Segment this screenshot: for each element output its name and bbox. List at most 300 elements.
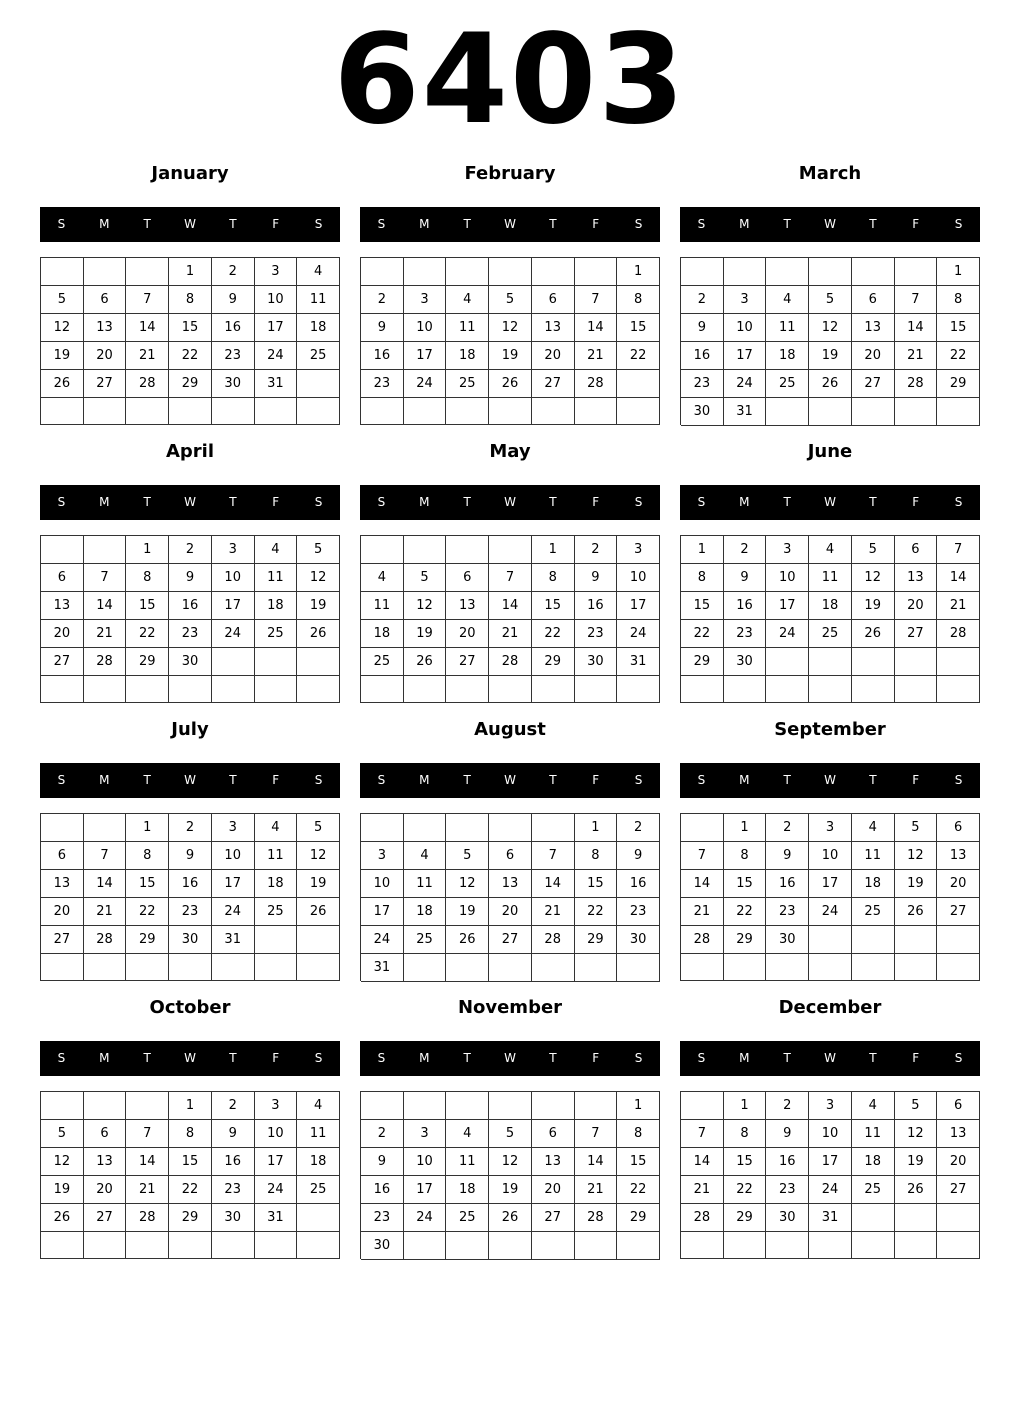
month-name: July xyxy=(171,719,209,740)
weekday-label: T xyxy=(229,1051,237,1065)
weekday-label: F xyxy=(272,495,280,509)
day-cell: 18 xyxy=(766,342,809,370)
day-cell: 17 xyxy=(404,342,447,370)
weekday-label: S xyxy=(377,217,386,231)
day-cell: 8 xyxy=(681,564,724,592)
day-cell xyxy=(724,954,767,981)
day-cell xyxy=(617,398,660,425)
day-cell: 25 xyxy=(852,898,895,926)
weekday-label: T xyxy=(229,773,237,787)
day-cell: 18 xyxy=(255,592,298,620)
day-cell: 6 xyxy=(84,1120,127,1148)
day-cell: 30 xyxy=(766,1204,809,1232)
weekday-label: T xyxy=(549,217,557,231)
day-cell: 19 xyxy=(895,1148,938,1176)
day-cell xyxy=(84,954,127,981)
day-cell: 24 xyxy=(766,620,809,648)
day-cell xyxy=(489,536,532,564)
day-cell: 9 xyxy=(361,1148,404,1176)
day-cell: 9 xyxy=(617,842,660,870)
day-cell: 8 xyxy=(724,842,767,870)
day-grid xyxy=(40,535,340,703)
day-grid xyxy=(680,535,980,703)
day-cell: 1 xyxy=(126,814,169,842)
weekday-header xyxy=(40,485,340,520)
month-name: October xyxy=(149,997,231,1018)
day-cell: 12 xyxy=(852,564,895,592)
day-cell: 4 xyxy=(852,1092,895,1120)
day-cell xyxy=(361,536,404,564)
day-cell: 15 xyxy=(937,314,980,342)
day-cell xyxy=(575,258,618,286)
day-cell: 4 xyxy=(446,286,489,314)
day-cell xyxy=(169,954,212,981)
day-cell: 27 xyxy=(937,898,980,926)
day-cell: 20 xyxy=(41,898,84,926)
day-cell: 31 xyxy=(809,1204,852,1232)
day-cell: 10 xyxy=(212,842,255,870)
day-cell: 21 xyxy=(681,1176,724,1204)
weekday-label: M xyxy=(419,773,430,787)
weekday-label: T xyxy=(869,495,877,509)
day-cell: 6 xyxy=(41,842,84,870)
day-cell: 7 xyxy=(575,286,618,314)
weekday-label: S xyxy=(314,495,323,509)
weekday-label: S xyxy=(634,1051,643,1065)
day-cell: 22 xyxy=(617,342,660,370)
day-cell: 1 xyxy=(575,814,618,842)
day-cell xyxy=(255,926,298,954)
day-cell: 29 xyxy=(126,926,169,954)
day-cell xyxy=(532,1092,575,1120)
day-cell xyxy=(937,676,980,703)
day-cell xyxy=(852,926,895,954)
weekday-label: W xyxy=(504,217,516,231)
day-cell xyxy=(255,648,298,676)
day-grid xyxy=(680,1091,980,1259)
day-cell xyxy=(766,954,809,981)
weekday-label: T xyxy=(143,217,151,231)
weekday-header xyxy=(40,207,340,242)
day-cell xyxy=(575,1092,618,1120)
day-cell: 22 xyxy=(126,898,169,926)
day-cell xyxy=(404,676,447,703)
day-cell: 15 xyxy=(617,314,660,342)
day-cell xyxy=(489,1092,532,1120)
day-cell: 12 xyxy=(489,314,532,342)
weekday-label: T xyxy=(229,495,237,509)
day-cell: 19 xyxy=(41,342,84,370)
day-cell: 5 xyxy=(41,286,84,314)
day-cell: 11 xyxy=(766,314,809,342)
day-cell: 11 xyxy=(852,842,895,870)
month-name: April xyxy=(165,441,215,462)
day-cell: 17 xyxy=(809,870,852,898)
day-cell: 27 xyxy=(84,1204,127,1232)
day-cell: 28 xyxy=(575,370,618,398)
day-cell: 25 xyxy=(297,342,340,370)
day-cell: 19 xyxy=(489,1176,532,1204)
weekday-label: S xyxy=(377,1051,386,1065)
day-cell: 19 xyxy=(852,592,895,620)
day-cell: 4 xyxy=(852,814,895,842)
day-cell: 16 xyxy=(766,870,809,898)
day-cell: 17 xyxy=(766,592,809,620)
day-grid xyxy=(40,813,340,981)
weekday-label: T xyxy=(549,495,557,509)
day-cell: 6 xyxy=(852,286,895,314)
day-cell xyxy=(446,536,489,564)
weekday-label: S xyxy=(57,773,66,787)
day-cell xyxy=(84,1092,127,1120)
day-cell xyxy=(809,926,852,954)
day-cell: 14 xyxy=(489,592,532,620)
day-cell: 4 xyxy=(297,258,340,286)
day-cell: 25 xyxy=(255,898,298,926)
day-cell: 4 xyxy=(255,814,298,842)
day-cell: 19 xyxy=(404,620,447,648)
day-cell: 14 xyxy=(575,314,618,342)
day-cell: 3 xyxy=(255,1092,298,1120)
weekday-header xyxy=(40,763,340,798)
day-cell: 28 xyxy=(681,1204,724,1232)
day-cell: 5 xyxy=(489,1120,532,1148)
day-cell: 17 xyxy=(255,1148,298,1176)
day-cell: 13 xyxy=(937,842,980,870)
day-cell: 22 xyxy=(724,1176,767,1204)
day-cell xyxy=(212,954,255,981)
day-cell: 10 xyxy=(766,564,809,592)
day-cell: 23 xyxy=(361,1204,404,1232)
day-cell: 22 xyxy=(126,620,169,648)
weekday-label: M xyxy=(419,495,430,509)
day-cell xyxy=(84,398,127,425)
day-cell: 8 xyxy=(169,1120,212,1148)
weekday-label: T xyxy=(463,1051,471,1065)
day-cell: 18 xyxy=(446,342,489,370)
day-cell xyxy=(617,676,660,703)
day-cell xyxy=(724,1232,767,1259)
day-cell: 1 xyxy=(169,258,212,286)
month-name: August xyxy=(474,719,546,740)
weekday-label: S xyxy=(954,1051,963,1065)
day-cell xyxy=(617,370,660,398)
weekday-label: W xyxy=(824,773,836,787)
day-cell: 20 xyxy=(41,620,84,648)
weekday-label: S xyxy=(634,217,643,231)
day-cell: 16 xyxy=(169,592,212,620)
day-cell: 9 xyxy=(575,564,618,592)
day-cell: 3 xyxy=(404,286,447,314)
day-cell: 22 xyxy=(169,342,212,370)
day-cell xyxy=(766,676,809,703)
day-cell: 27 xyxy=(895,620,938,648)
day-cell: 24 xyxy=(809,898,852,926)
day-grid xyxy=(680,257,980,425)
day-cell: 12 xyxy=(297,564,340,592)
day-cell: 30 xyxy=(169,926,212,954)
day-cell: 13 xyxy=(446,592,489,620)
day-cell: 16 xyxy=(212,1148,255,1176)
day-cell: 23 xyxy=(169,898,212,926)
day-cell: 25 xyxy=(446,370,489,398)
day-cell: 25 xyxy=(766,370,809,398)
day-cell: 17 xyxy=(724,342,767,370)
day-cell xyxy=(361,814,404,842)
weekday-label: F xyxy=(592,1051,600,1065)
day-cell: 29 xyxy=(169,1204,212,1232)
day-cell xyxy=(489,258,532,286)
day-cell: 7 xyxy=(681,1120,724,1148)
day-cell xyxy=(766,398,809,426)
day-cell: 3 xyxy=(617,536,660,564)
weekday-label: W xyxy=(824,495,836,509)
weekday-label: S xyxy=(697,217,706,231)
day-cell: 30 xyxy=(361,1232,404,1260)
day-cell: 22 xyxy=(169,1176,212,1204)
day-cell: 24 xyxy=(255,342,298,370)
day-cell: 26 xyxy=(404,648,447,676)
weekday-label: S xyxy=(954,217,963,231)
day-cell: 16 xyxy=(361,342,404,370)
day-cell: 23 xyxy=(169,620,212,648)
day-cell: 27 xyxy=(446,648,489,676)
day-cell: 21 xyxy=(532,898,575,926)
day-grid xyxy=(360,813,660,981)
day-cell xyxy=(489,1232,532,1260)
day-cell: 25 xyxy=(404,926,447,954)
day-cell: 16 xyxy=(169,870,212,898)
day-cell: 6 xyxy=(84,286,127,314)
day-cell: 14 xyxy=(681,1148,724,1176)
day-cell: 18 xyxy=(404,898,447,926)
day-cell: 28 xyxy=(937,620,980,648)
day-cell: 15 xyxy=(617,1148,660,1176)
day-cell: 18 xyxy=(297,1148,340,1176)
day-cell: 12 xyxy=(489,1148,532,1176)
weekday-label: S xyxy=(57,217,66,231)
day-cell: 28 xyxy=(489,648,532,676)
day-cell: 1 xyxy=(724,1092,767,1120)
day-cell: 26 xyxy=(895,898,938,926)
weekday-label: M xyxy=(419,1051,430,1065)
day-cell: 23 xyxy=(361,370,404,398)
day-cell: 27 xyxy=(41,926,84,954)
weekday-label: M xyxy=(739,773,750,787)
day-cell xyxy=(937,954,980,981)
day-cell xyxy=(404,814,447,842)
day-cell: 4 xyxy=(404,842,447,870)
day-cell xyxy=(489,954,532,982)
day-cell: 18 xyxy=(809,592,852,620)
day-cell: 16 xyxy=(212,314,255,342)
weekday-label: W xyxy=(184,217,196,231)
day-cell: 17 xyxy=(255,314,298,342)
day-cell xyxy=(404,954,447,982)
day-cell xyxy=(852,954,895,981)
day-cell: 1 xyxy=(617,1092,660,1120)
day-cell: 19 xyxy=(809,342,852,370)
weekday-label: T xyxy=(463,495,471,509)
day-cell: 16 xyxy=(681,342,724,370)
day-cell: 13 xyxy=(895,564,938,592)
day-cell: 7 xyxy=(84,842,127,870)
day-cell: 31 xyxy=(724,398,767,426)
day-cell: 8 xyxy=(126,842,169,870)
day-cell: 8 xyxy=(532,564,575,592)
day-cell: 27 xyxy=(852,370,895,398)
day-cell: 1 xyxy=(126,536,169,564)
day-cell: 10 xyxy=(212,564,255,592)
day-cell: 10 xyxy=(809,842,852,870)
day-cell: 3 xyxy=(361,842,404,870)
weekday-label: F xyxy=(912,495,920,509)
day-cell: 10 xyxy=(404,1148,447,1176)
day-cell: 14 xyxy=(895,314,938,342)
day-cell: 10 xyxy=(361,870,404,898)
day-cell: 24 xyxy=(404,1204,447,1232)
day-cell: 13 xyxy=(937,1120,980,1148)
day-cell xyxy=(297,676,340,703)
year-title: 6403 xyxy=(333,8,687,152)
weekday-label: T xyxy=(869,1051,877,1065)
weekday-header xyxy=(360,763,660,798)
day-cell: 9 xyxy=(212,1120,255,1148)
day-cell xyxy=(212,676,255,703)
day-cell xyxy=(809,676,852,703)
day-cell: 20 xyxy=(532,1176,575,1204)
weekday-label: M xyxy=(99,217,110,231)
weekday-label: T xyxy=(463,217,471,231)
day-cell: 9 xyxy=(169,564,212,592)
weekday-label: S xyxy=(377,773,386,787)
weekday-label: T xyxy=(143,495,151,509)
weekday-label: F xyxy=(592,773,600,787)
day-cell: 8 xyxy=(575,842,618,870)
day-cell: 28 xyxy=(895,370,938,398)
day-cell xyxy=(575,954,618,982)
day-cell: 23 xyxy=(212,1176,255,1204)
day-cell xyxy=(532,676,575,703)
month-name: November xyxy=(457,997,563,1018)
day-cell xyxy=(84,1232,127,1259)
weekday-header xyxy=(360,1041,660,1076)
day-cell: 21 xyxy=(681,898,724,926)
weekday-label: W xyxy=(824,1051,836,1065)
day-cell: 6 xyxy=(489,842,532,870)
day-cell xyxy=(361,1092,404,1120)
day-cell: 6 xyxy=(446,564,489,592)
day-cell: 7 xyxy=(489,564,532,592)
day-cell: 8 xyxy=(617,286,660,314)
weekday-label: T xyxy=(549,773,557,787)
day-cell: 16 xyxy=(617,870,660,898)
day-cell: 15 xyxy=(724,870,767,898)
day-cell: 18 xyxy=(297,314,340,342)
day-cell: 29 xyxy=(575,926,618,954)
day-grid xyxy=(680,813,980,981)
day-cell xyxy=(895,1232,938,1259)
day-cell xyxy=(404,398,447,425)
weekday-label: W xyxy=(504,495,516,509)
day-cell: 7 xyxy=(681,842,724,870)
day-cell xyxy=(895,648,938,676)
weekday-label: T xyxy=(463,773,471,787)
day-cell xyxy=(446,676,489,703)
day-cell: 18 xyxy=(361,620,404,648)
day-cell: 12 xyxy=(809,314,852,342)
day-cell: 17 xyxy=(404,1176,447,1204)
day-cell xyxy=(532,814,575,842)
day-cell: 28 xyxy=(575,1204,618,1232)
weekday-label: S xyxy=(314,217,323,231)
day-cell: 30 xyxy=(617,926,660,954)
day-cell: 31 xyxy=(361,954,404,982)
day-cell xyxy=(126,954,169,981)
day-cell: 20 xyxy=(937,870,980,898)
day-cell: 11 xyxy=(297,286,340,314)
day-cell: 31 xyxy=(255,1204,298,1232)
day-grid xyxy=(40,257,340,425)
weekday-header xyxy=(680,485,980,520)
month-name: December xyxy=(778,997,882,1018)
day-cell: 25 xyxy=(361,648,404,676)
day-cell: 8 xyxy=(724,1120,767,1148)
day-cell: 2 xyxy=(361,1120,404,1148)
day-cell: 2 xyxy=(212,258,255,286)
weekday-header xyxy=(360,485,660,520)
day-cell xyxy=(297,954,340,981)
day-cell xyxy=(617,954,660,982)
day-cell xyxy=(617,1232,660,1260)
day-cell: 9 xyxy=(212,286,255,314)
weekday-label: S xyxy=(314,773,323,787)
day-cell: 30 xyxy=(575,648,618,676)
day-cell: 17 xyxy=(212,592,255,620)
day-cell: 1 xyxy=(681,536,724,564)
day-cell: 26 xyxy=(41,370,84,398)
day-cell: 10 xyxy=(404,314,447,342)
day-cell: 11 xyxy=(446,314,489,342)
day-cell xyxy=(937,1232,980,1259)
day-cell: 13 xyxy=(41,870,84,898)
weekday-label: F xyxy=(272,1051,280,1065)
day-cell: 11 xyxy=(852,1120,895,1148)
day-cell xyxy=(84,258,127,286)
day-cell: 27 xyxy=(489,926,532,954)
day-cell xyxy=(895,398,938,426)
day-cell: 11 xyxy=(297,1120,340,1148)
day-cell: 1 xyxy=(169,1092,212,1120)
weekday-label: T xyxy=(869,217,877,231)
day-cell xyxy=(84,536,127,564)
day-cell: 25 xyxy=(297,1176,340,1204)
day-cell: 3 xyxy=(724,286,767,314)
day-cell xyxy=(446,814,489,842)
day-cell: 12 xyxy=(41,314,84,342)
day-cell: 14 xyxy=(126,314,169,342)
day-cell: 14 xyxy=(84,870,127,898)
day-cell: 29 xyxy=(169,370,212,398)
day-cell: 24 xyxy=(212,620,255,648)
day-cell: 20 xyxy=(937,1148,980,1176)
day-cell: 5 xyxy=(297,814,340,842)
day-cell xyxy=(361,676,404,703)
day-cell: 21 xyxy=(84,620,127,648)
day-cell xyxy=(41,1092,84,1120)
day-cell: 7 xyxy=(895,286,938,314)
day-cell: 12 xyxy=(446,870,489,898)
